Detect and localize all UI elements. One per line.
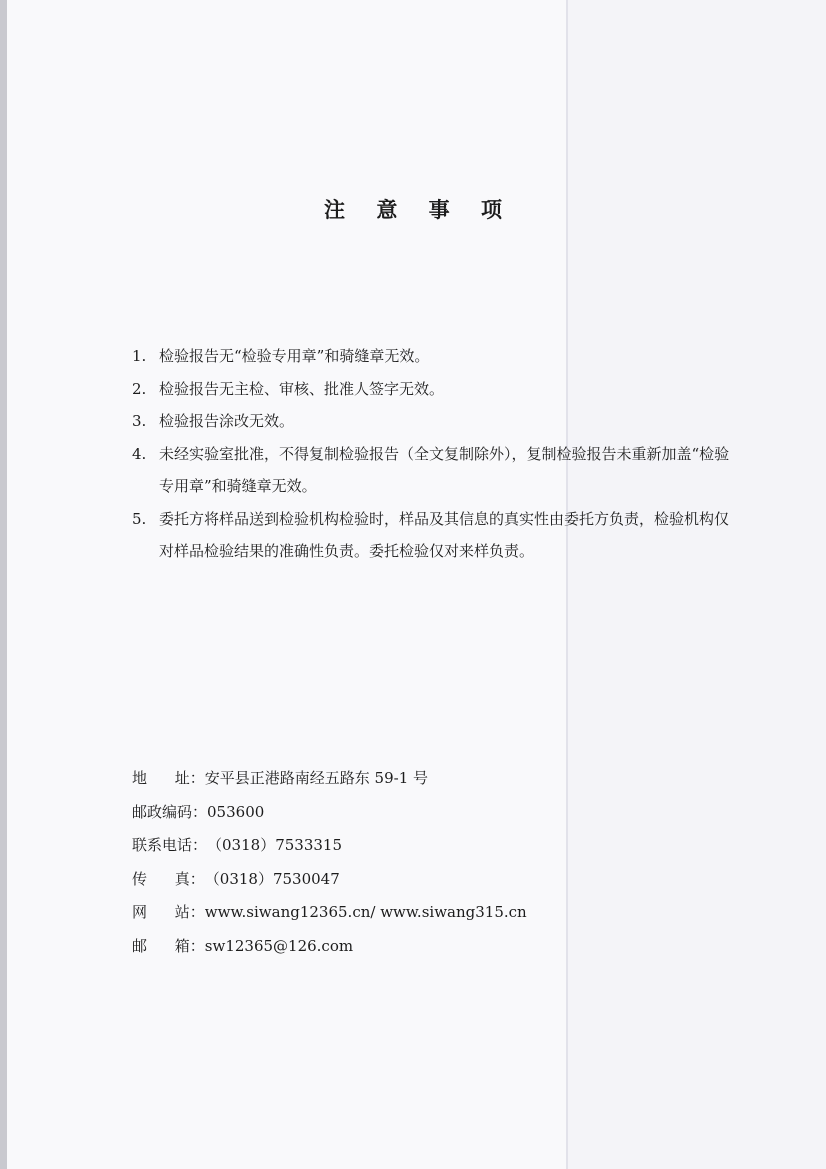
postcode-label: 邮政编码： xyxy=(132,802,208,821)
fold-shade xyxy=(568,0,826,1169)
note-text: 未经实验室批准，不得复制检验报告（全文复制除外），复制检验报告未重新加盖“检验专用章”和骑缝章无效。 xyxy=(159,444,730,495)
note-item xyxy=(132,503,732,568)
address-row xyxy=(132,762,612,796)
phone-row xyxy=(132,829,612,863)
note-number: 2. xyxy=(132,379,147,398)
email-row xyxy=(132,930,612,964)
address-label: 地址： xyxy=(132,769,205,787)
note-number: 3. xyxy=(132,412,147,430)
postcode-value: 053600 xyxy=(207,802,265,821)
contact-info xyxy=(132,762,612,963)
note-text: 检验报告无主检、审核、批准人签字无效。 xyxy=(159,379,445,398)
fold-line xyxy=(566,0,568,1169)
website-value: www.siwang12365.cn/ www.siwang315.cn xyxy=(204,903,527,921)
page-title: 注 意 事 项 xyxy=(324,197,514,222)
note-number: 1. xyxy=(132,347,147,365)
note-text: 检验报告涂改无效。 xyxy=(159,412,295,430)
note-item xyxy=(132,405,732,438)
note-text: 检验报告无“检验专用章”和骑缝章无效。 xyxy=(159,347,430,365)
website-row xyxy=(132,896,612,930)
notes-list xyxy=(132,340,732,568)
note-item xyxy=(132,373,732,406)
website-label: 网站： xyxy=(132,903,205,921)
fax-label: 传真： xyxy=(132,869,205,888)
note-number: 4. xyxy=(132,444,147,463)
address-value: 安平县正港路南经五路东 59-1 号 xyxy=(204,769,429,787)
scan-edge xyxy=(0,0,7,1169)
phone-value: （0318）7533315 xyxy=(207,836,342,854)
fax-value: （0318）7530047 xyxy=(204,869,340,888)
note-text: 委托方将样品送到检验机构检验时，样品及其信息的真实性由委托方负责，检验机构仅对样品检验结果的准确性负责。委托检验仅对来样负责。 xyxy=(159,509,730,560)
postcode-row xyxy=(132,796,612,830)
note-item xyxy=(132,438,732,503)
note-number: 5. xyxy=(132,509,147,528)
email-value: sw12365@126.com xyxy=(204,936,354,955)
fax-row xyxy=(132,863,612,897)
phone-label: 联系电话： xyxy=(132,836,208,854)
email-label: 邮箱： xyxy=(132,936,205,955)
note-item xyxy=(132,340,732,373)
